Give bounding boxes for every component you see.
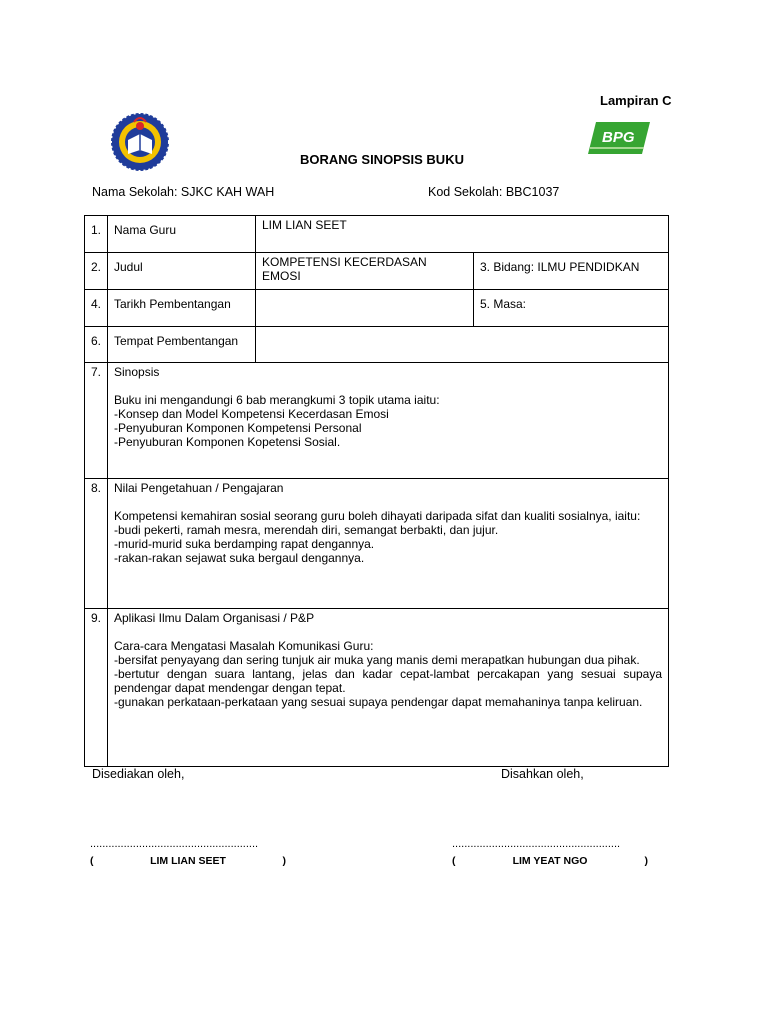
school-code: Kod Sekolah: BBC1037 <box>428 185 560 199</box>
close-paren: ) <box>282 855 286 867</box>
list-item: -Penyuburan Komponen Kopetensi Sosial. <box>114 435 341 449</box>
values-cell[interactable] <box>108 479 669 609</box>
application-heading: Aplikasi Ilmu Dalam Organisasi / P&P <box>114 611 315 625</box>
presentation-date-value[interactable] <box>256 290 474 327</box>
approved-name: LIM YEAT NGO <box>512 855 588 867</box>
field-value[interactable]: 3. Bidang: ILMU PENDIDKAN <box>474 253 669 290</box>
table-row <box>85 253 669 290</box>
presentation-place-label: Tempat Pembentangan <box>108 327 256 363</box>
row-number: 1. <box>85 216 108 253</box>
bpg-logo-text: BPG <box>602 129 635 146</box>
approved-signature-line: ....................................................... <box>452 838 621 850</box>
list-item: -bertutur dengan suara lantang, jelas dan kadar cepat-lambat percakapan yang sesuai supaya pendengar dapat mendengar dengan tepat. <box>114 667 663 695</box>
synopsis-form-table <box>84 215 669 767</box>
application-cell[interactable] <box>108 609 669 767</box>
open-paren: ( <box>90 855 94 867</box>
table-row <box>85 479 669 609</box>
list-item: -murid-murid suka berdamping rapat dengannya. <box>114 537 375 551</box>
teacher-name-label: Nama Guru <box>108 216 256 253</box>
table-row <box>85 609 669 767</box>
row-number: 8. <box>85 479 108 609</box>
teacher-name-value[interactable]: LIM LIAN SEET <box>256 216 669 253</box>
row-number: 6. <box>85 327 108 363</box>
synopsis-heading: Sinopsis <box>114 365 160 379</box>
approved-by-label: Disahkan oleh, <box>501 767 584 781</box>
row-number: 4. <box>85 290 108 327</box>
row-number: 9. <box>85 609 108 767</box>
title-label: Judul <box>108 253 256 290</box>
list-item: -gunakan perkataan-perkataan yang sesuai supaya pendengar dapat memahaninya tanpa keliruan. <box>114 695 643 709</box>
row-number: 2. <box>85 253 108 290</box>
school-name: Nama Sekolah: SJKC KAH WAH <box>92 185 275 199</box>
appendix-label: Lampiran C <box>600 93 672 108</box>
values-intro: Kompetensi kemahiran sosial seorang guru boleh dihayati daripada sifat dan kualiti sosialnya, iaitu: <box>114 509 641 523</box>
book-title-value[interactable]: KOMPETENSI KECERDASAN EMOSI <box>256 253 474 290</box>
list-item: -bersifat penyayang dan sering tunjuk air muka yang manis demi merapatkan hubungan dua pihak. <box>114 653 640 667</box>
bpg-logo-icon <box>586 120 652 156</box>
prepared-by-label: Disediakan oleh, <box>92 767 185 781</box>
presentation-place-value[interactable] <box>256 327 669 363</box>
time-field[interactable]: 5. Masa: <box>474 290 669 327</box>
list-item: -rakan-rakan sejawat suka bergaul dengannya. <box>114 551 365 565</box>
presentation-date-label: Tarikh Pembentangan <box>108 290 256 327</box>
list-item: -budi pekerti, ramah mesra, merendah diri, semangat berbakti, dan jujur. <box>114 523 499 537</box>
table-row <box>85 216 669 253</box>
table-row <box>85 327 669 363</box>
list-item: -Penyuburan Komponen Kompetensi Personal <box>114 421 362 435</box>
prepared-signature-line: ....................................................... <box>90 838 259 850</box>
synopsis-intro: Buku ini mengandungi 6 bab merangkumi 3 topik utama iaitu: <box>114 393 440 407</box>
close-paren: ) <box>644 855 648 867</box>
table-row <box>85 363 669 479</box>
synopsis-cell[interactable] <box>108 363 669 479</box>
application-intro: Cara-cara Mengatasi Masalah Komunikasi Guru: <box>114 639 374 653</box>
list-item: -Konsep dan Model Kompetensi Kecerdasan Emosi <box>114 407 389 421</box>
prepared-name: LIM LIAN SEET <box>150 855 226 867</box>
values-heading: Nilai Pengetahuan / Pengajaran <box>114 481 284 495</box>
form-title: BORANG SINOPSIS BUKU <box>300 152 464 167</box>
open-paren: ( <box>452 855 456 867</box>
table-row <box>85 290 669 327</box>
row-number: 7. <box>85 363 108 479</box>
